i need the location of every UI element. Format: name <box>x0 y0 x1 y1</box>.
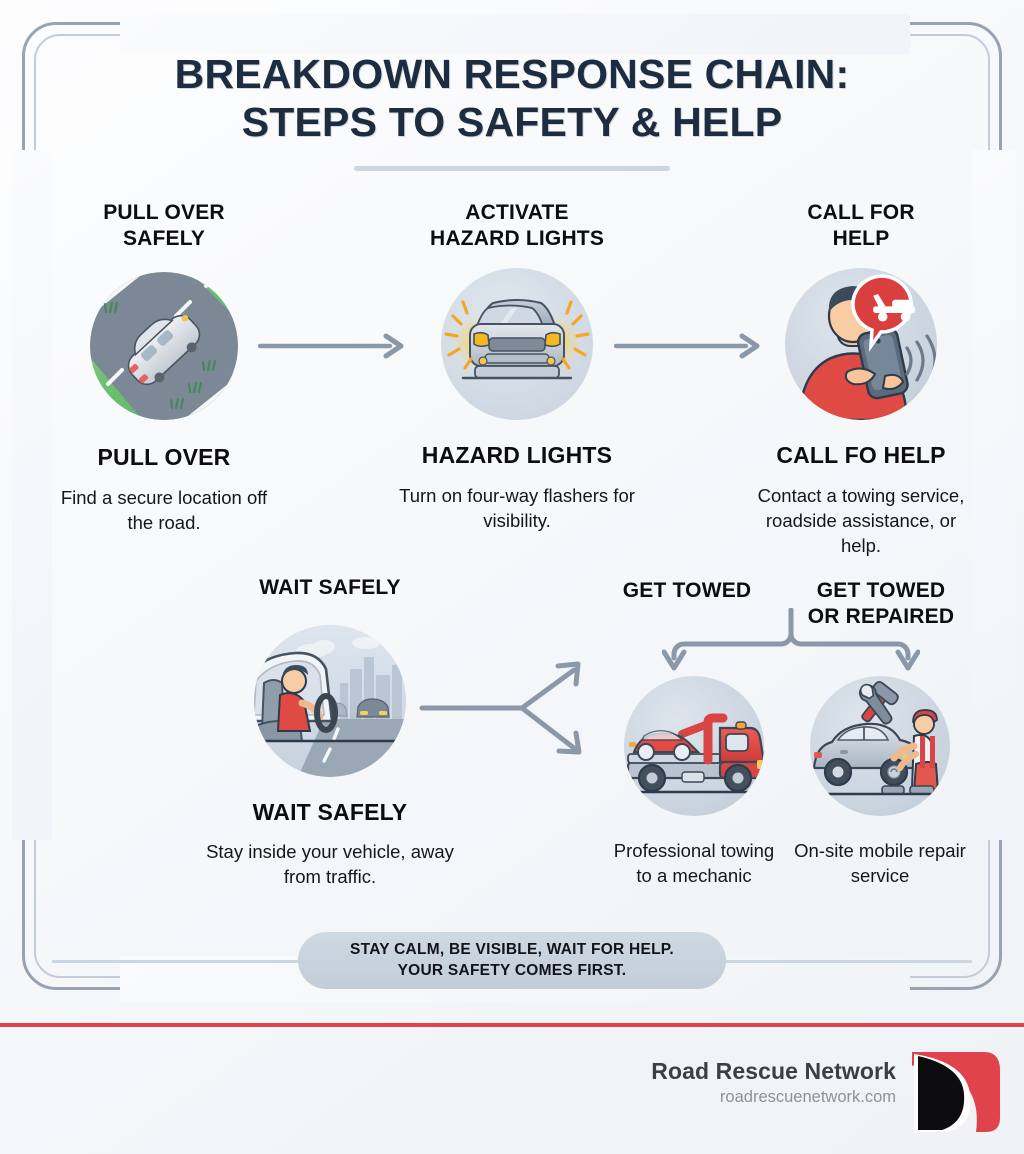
branch-right-heading-line1: GET TOWED <box>816 579 946 602</box>
step-call-subtitle: CALL FO HELP <box>776 442 946 469</box>
road-rescue-network-logo <box>906 1048 1002 1136</box>
step-hazard-subtitle: HAZARD LIGHTS <box>421 442 613 469</box>
step-hazard-lights <box>394 200 640 533</box>
driver-inside-car-icon <box>254 625 406 777</box>
arrow-step1-to-step2 <box>258 333 410 359</box>
mechanic-repair-icon <box>810 676 950 816</box>
arrow-bracket-two-options <box>662 608 920 680</box>
step-call-heading-line1: CALL FOR <box>807 201 915 224</box>
arrow-branch-split <box>418 648 618 768</box>
step-wait-description: Stay inside your vehicle, away from traffic. <box>206 841 454 888</box>
page-title <box>0 50 1024 147</box>
step-hazard-description: Turn on four-way flashers for visibility. <box>399 485 635 532</box>
brand-block <box>651 1058 896 1107</box>
brand-divider <box>0 1023 1024 1027</box>
footer-banner-line1: STAY CALM, BE VISIBLE, WAIT FOR HELP. <box>350 941 674 959</box>
branch-option-tow-truck <box>604 676 784 888</box>
title-line-2: STEPS TO SAFETY & HELP <box>241 99 783 146</box>
frame-mask-top <box>120 14 910 54</box>
step-pull-over-subtitle: PULL OVER <box>97 444 231 471</box>
branch-option-tow-description: Professional towing to a mechanic <box>613 840 775 887</box>
person-calling-tow-icon <box>785 268 937 420</box>
step-pull-over <box>48 200 280 535</box>
frame-mask-left <box>12 150 52 840</box>
car-on-roadside-icon <box>90 272 238 420</box>
step-pull-over-description: Find a secure location off the road. <box>60 487 268 534</box>
step-hazard-heading-line2: HAZARD LIGHTS <box>429 227 605 251</box>
brand-url: roadrescuenetwork.com <box>719 1088 896 1106</box>
branch-right-heading-line2: OR REPAIRED <box>807 605 955 629</box>
step-pull-over-heading-line2: SAFELY <box>122 227 206 251</box>
branch-heading-left <box>592 578 782 604</box>
branch-option-mobile-repair <box>790 676 970 888</box>
brand-name: Road Rescue Network <box>651 1058 896 1084</box>
branch-option-repair-description: On-site mobile repair service <box>794 840 966 887</box>
branch-left-heading-line1: GET TOWED <box>622 579 752 602</box>
step-wait-subtitle: WAIT SAFELY <box>252 799 408 826</box>
step-call-for-help <box>748 200 974 559</box>
frame-mask-right <box>972 150 1016 840</box>
tow-truck-icon <box>624 676 764 816</box>
footer-banner <box>298 932 726 989</box>
car-hazard-lights-icon <box>441 268 593 420</box>
title-line-1: BREAKDOWN RESPONSE CHAIN: <box>174 51 850 97</box>
title-divider <box>354 166 670 171</box>
step-wait-heading-line1: WAIT SAFELY <box>259 576 401 599</box>
footer-banner-line2: YOUR SAFETY COMES FIRST. <box>397 961 627 979</box>
step-hazard-heading-line1: ACTIVATE <box>465 201 569 224</box>
step-call-description: Contact a towing service, roadside assistance, or help. <box>757 485 965 557</box>
step-call-heading-line2: HELP <box>832 227 890 251</box>
arrow-step2-to-step3 <box>614 333 766 359</box>
step-pull-over-heading-line1: PULL OVER <box>103 201 225 224</box>
